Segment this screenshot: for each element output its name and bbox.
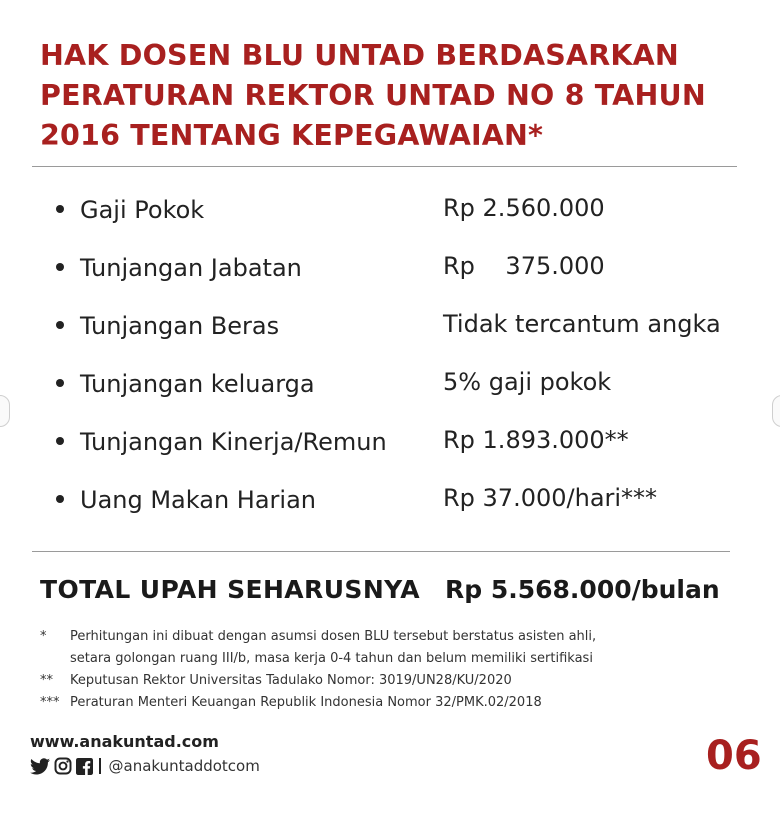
footnote: [40, 692, 740, 714]
footnote-text: setara golongan ruang III/b, masa kerja 0-4 tahun dan belum memiliki sertifikasi: [70, 651, 593, 666]
social-links: [30, 755, 260, 777]
footnotes: [40, 626, 740, 714]
footnote-mark: **: [40, 673, 53, 688]
bullet-icon: [56, 263, 64, 271]
social-handle[interactable]: @anakuntaddotcom: [108, 757, 260, 775]
benefit-list: [56, 186, 746, 534]
item-value: 5% gaji pokok: [443, 368, 612, 396]
list-item: [56, 476, 746, 534]
item-value: Rp 2.560.000: [443, 194, 605, 222]
footnote-mark: *: [40, 629, 47, 644]
footnote-text: Peraturan Menteri Keuangan Republik Indonesia Nomor 32/PMK.02/2018: [70, 695, 542, 710]
list-item: [56, 302, 746, 360]
top-divider: [32, 166, 737, 167]
total-row: [40, 568, 760, 612]
bottom-divider: [32, 551, 730, 552]
next-slide-handle[interactable]: [772, 395, 780, 427]
bullet-icon: [56, 437, 64, 445]
page-number: 06: [706, 733, 762, 779]
title-line: HAK DOSEN BLU UNTAD BERDASARKAN: [40, 39, 679, 72]
page-title: [40, 36, 740, 156]
twitter-icon[interactable]: [30, 758, 50, 775]
total-value: Rp 5.568.000/bulan: [445, 575, 720, 604]
total-label: TOTAL UPAH SEHARUSNYA: [40, 575, 420, 604]
item-value: Tidak tercantum angka: [443, 310, 721, 338]
footnote-mark: ***: [40, 695, 60, 710]
item-label: Tunjangan Beras: [80, 312, 280, 340]
item-label: Tunjangan Kinerja/Remun: [80, 428, 387, 456]
instagram-icon[interactable]: [54, 757, 72, 775]
bullet-icon: [56, 321, 64, 329]
item-value: Rp 37.000/hari***: [443, 484, 658, 512]
item-label: Gaji Pokok: [80, 196, 205, 224]
item-label: Tunjangan keluarga: [80, 370, 315, 398]
list-item: [56, 360, 746, 418]
list-item: [56, 186, 746, 244]
item-value: Rp 1.893.000**: [443, 426, 629, 454]
facebook-icon[interactable]: [76, 758, 93, 775]
footnote: [40, 670, 740, 692]
item-label: Uang Makan Harian: [80, 486, 316, 514]
footnote-text: Keputusan Rektor Universitas Tadulako Nomor: 3019/UN28/KU/2020: [70, 673, 512, 688]
website-link[interactable]: www.anakuntad.com: [30, 732, 219, 751]
list-item: [56, 418, 746, 476]
bullet-icon: [56, 379, 64, 387]
bullet-icon: [56, 205, 64, 213]
separator: [99, 758, 101, 774]
title-line: 2016 TENTANG KEPEGAWAIAN*: [40, 119, 544, 152]
footnote: [40, 626, 740, 670]
title-line: PERATURAN REKTOR UNTAD NO 8 TAHUN: [40, 79, 706, 112]
item-value: Rp 375.000: [443, 252, 605, 280]
prev-slide-handle[interactable]: [0, 395, 10, 427]
item-label: Tunjangan Jabatan: [80, 254, 302, 282]
list-item: [56, 244, 746, 302]
bullet-icon: [56, 495, 64, 503]
footnote-text: Perhitungan ini dibuat dengan asumsi dosen BLU tersebut berstatus asisten ahli,: [70, 629, 597, 644]
